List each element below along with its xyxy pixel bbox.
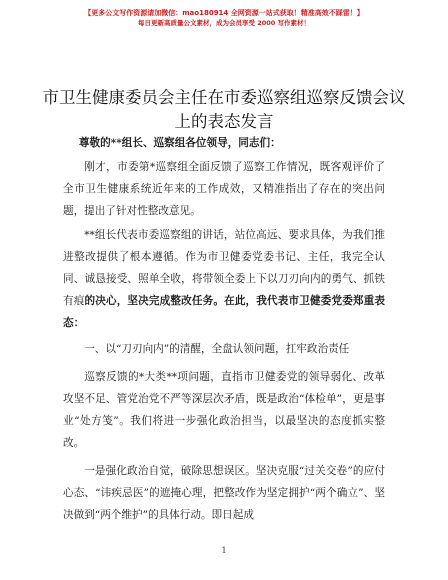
paragraph-2 (63, 224, 385, 334)
promo-banner-line2: 每日更新高质量公文素材，成为会员享受 2000 写作素材！ (137, 19, 311, 27)
section-heading-1: 一、以“刀刃向内”的清醒，全盘认领问题，扛牢政治责任 (84, 343, 350, 355)
document-body (63, 132, 385, 526)
promo-banner-line1: 【更多公文写作资源请加微信：mao180914 全网资源一站式获取！精准高效不踩雷！】 (84, 9, 364, 17)
paragraph-3: 巡察反馈的*大类**项问题，直指市卫健委党的领导弱化、改革攻坚不足、管党治党不严等深层次矛盾，既是政治“体检单”，更是事业“处方笺”。我们将进一步强化政治担当，以最坚决的态度抓实整改。 (63, 371, 385, 449)
paragraph-2-text: **组长代表市委巡察组的讲话，站位高远、要求具体，为我们推进整改提供了根本遵循。作为市卫健委党委书记、主任，我完全认同、诚恳接受、照单全收，将带领全委上下以刀刃向内的勇气、抓铁有痕 (63, 229, 385, 307)
paragraph-4: 一是强化政治自觉，破除思想误区。坚决克服“过关交卷”的应付心态、“讳疾忌医”的遮掩心理，把整改作为坚定拥护“两个确立”、坚决做到“两个维护”的具体行动。即日起成 (63, 465, 385, 521)
document-title: 市卫生健康委员会主任在市委巡察组巡察反馈会议上的表态发言 (42, 88, 406, 131)
paragraph-2-emphasis: 的决心，坚决完成整改任务。在此，我代表市卫健委党委郑重表态： (63, 295, 386, 329)
salutation: 尊敬的**组长、巡察组各位领导，同志们： (78, 137, 281, 149)
promo-banner (0, 8, 448, 28)
page-number: 1 (221, 546, 227, 555)
paragraph-1: 刚才，市委第*巡察组全面反馈了巡察工作情况，既客观评价了全市卫生健康系统近年来的工作成效，又精准指出了存在的突出问题，提出了针对性整改意见。 (63, 161, 385, 217)
